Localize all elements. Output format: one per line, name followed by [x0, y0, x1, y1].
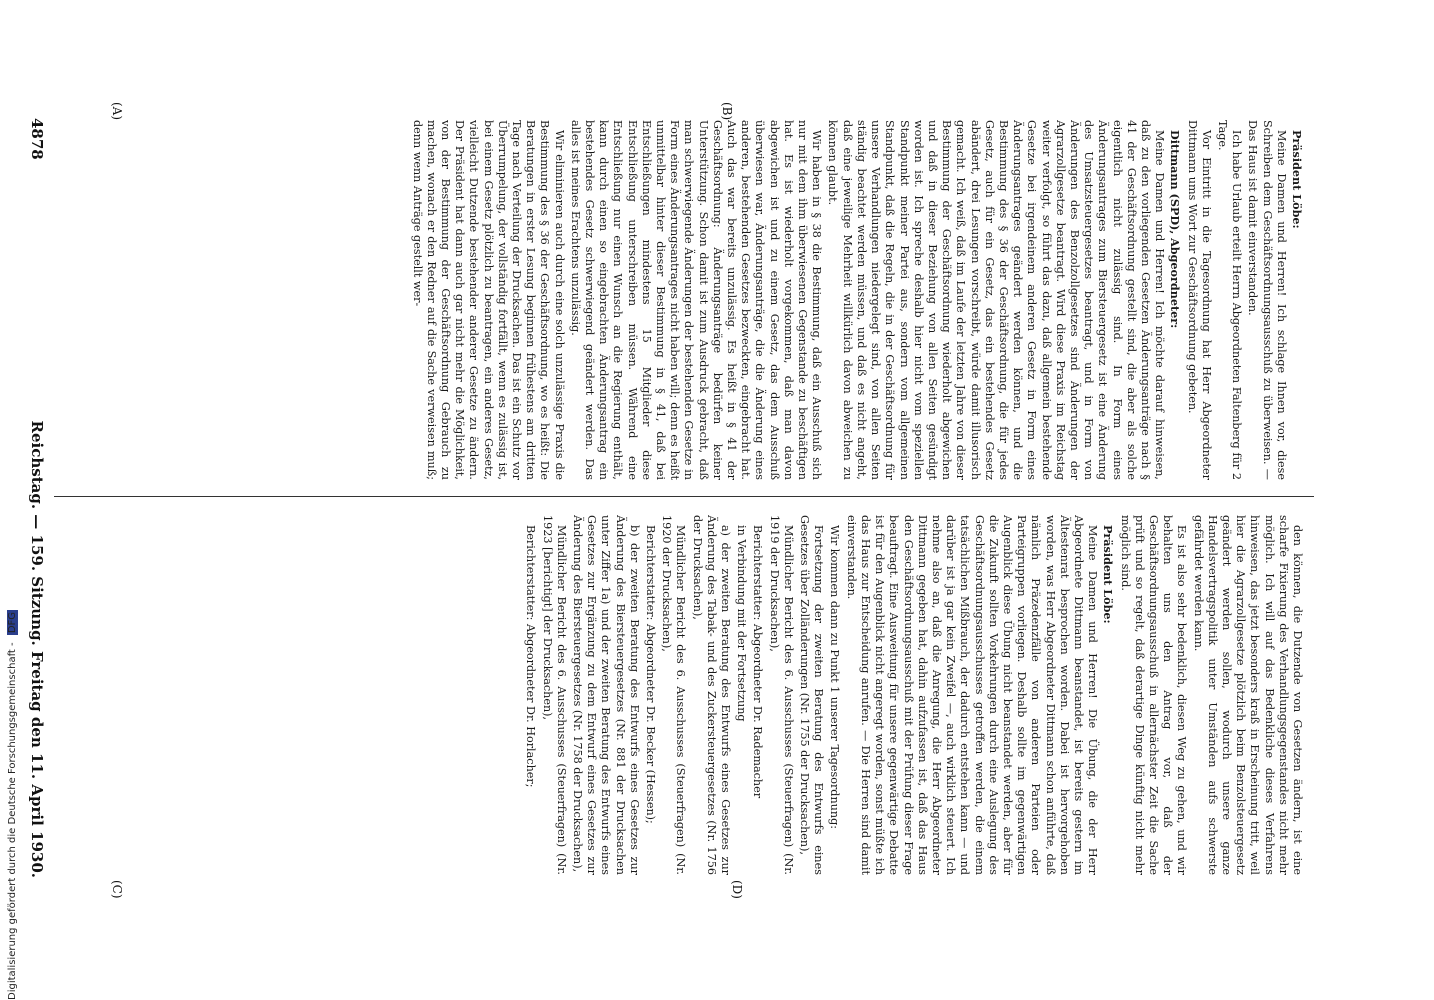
paragraph: Es ist also sehr bedenklich, diesen Weg zu gehen, und wir behalten uns den Antrag vor, daß der Geschäftsordnungsausschuß in allernächster Zeit die Sache prüft und so regelt, daß derartige Dinge künftig nicht mehr möglich sind.: [1118, 515, 1189, 875]
speaker-label: Präsident Löbe:: [1101, 525, 1116, 624]
speaker-label: Dittmann (SPD), Abgeordneter:: [1168, 130, 1183, 329]
paragraph: in Verbindung mit der Fortsetzung: [735, 525, 749, 722]
page-number: 4878: [28, 118, 46, 160]
paragraph: Wir eliminieren auch durch eine solch unzulässige Praxis die Bestimmung des § 36 der Geschäftsordnung, wo es heißt: Die Beratungen in erster Lesung beginnen frühestens am dritten Tage nach Verteilung der Drucksachen. Das ist ein Schutz vor Überrumpelung, der vollständig fortfällt, wenn es zulässig ist, bei einem Gesetz plötzlich zu beantragen, ein anderes Gesetz, vielleicht Dutzende bestehender anderer Gesetze zu ändern. Der Präsident hat dann auch gar nicht mehr die Möglichkeit, von der Bestimmung der Geschäftsordnung Gebrauch zu machen, wonach er den Redner auf die Sache verweisen muß; denn wenn Anträge gestellt wer-: [410, 120, 566, 480]
list-item: a) der zweiten Beratung des Entwurfs eines Gesetzes zur Änderung des Tabak- und des Zuckersteuergesetzes (Nr. 1756 der Drucksachen),: [690, 515, 733, 875]
digitization-footer: [4, 600, 18, 1000]
speaker-label: Präsident Löbe:: [1290, 130, 1304, 229]
paragraph: Meine Damen und Herren! Ich schlage Ihnen vor, diese Schreiben dem Geschäftsordnungsausschuß zu überweisen. — Das Haus ist damit einverstanden.: [1246, 120, 1288, 480]
list-item: Berichterstatter: Abgeordneter Dr. Horlacher;: [524, 525, 538, 788]
margin-marker-a: (A): [110, 102, 124, 121]
paragraph: Ich habe Urlaub erteilt Herrn Abgeordneten Faltenberg für 2 Tage.: [1215, 120, 1244, 480]
list-item: Mündlicher Bericht des 6. Ausschusses (Steuerfragen) (Nr. 1923 [berichtigt] der Drucksachen),: [540, 515, 568, 875]
paragraph: Meine Damen und Herren! Die Übung, die der Herr Abgeordnete Dittmann beanstandet, ist bereits gestern im Ältestenrat besprochen worden. Dabei ist hervorgehoben worden, was Herr Abgeordneter Dittmann schon anführte, daß nämlich Präzedenzfälle von anderen Parteien oder Parteigruppen vorliegen. Deshalb sollte im gegenwärtigen Augenblick diese Übung nicht beanstandet werden, aber für die Zukunft sollten Vorkehrungen durch eine Auslegung des Geschäftsordnungsausschusses getroffen werden, die einem tatsächlichen Mißbrauch, der dadurch entstehen kann — und darüber ist ja gar kein Zweifel —, auch wirklich steuert. Ich nehme also an, daß die Anregung, die Herr Abgeordneter Dittmann gegeben hat, dahin aufzufassen ist, daß das Haus den Geschäftsordnungsausschuß mit der Prüfung dieser Frage beauftragt. Eine Ausweitung für unsere gegenwärtige Debatte ist für den Augenblick nicht angeregt worden, sonst müßte ich das Haus zur Entscheidung anrufen. — Die Herren sind damit einverstanden.: [844, 515, 1100, 875]
list-item: Berichterstatter: Abgeordneter Dr. Becker (Hessen);: [644, 525, 658, 824]
footer-text: Digitalisierung gefördert durch die Deutsche Forschungsgemeinschaft -: [7, 642, 18, 1000]
paragraph: Mündlicher Bericht des 6. Ausschusses (Steuerfragen) (Nr. 1919 der Drucksachen),: [767, 515, 795, 875]
paragraph: den können, die Dutzende von Gesetzen ändern, ist eine scharfe Fixierung des Verhandlungsgegenstandes nicht mehr möglich. Ich will auf das Bedenkliche dieses Verfahrens hinweisen, das jetzt besonders kraß in Erscheinung tritt, weil hier die Agrarzollgesetze plötzlich beim Benzolsteuergesetz geändert werden sollen, wodurch unsere ganze Handelsvertragspolitik unter Umständen aufs schwerste gefährdet werden kann.: [1191, 515, 1304, 875]
paragraph: Wir haben in § 38 die Bestimmung, daß ein Ausschuß sich nur mit dem ihm überwiesenen Gegenstande zu beschäftigen hat. Es ist wiederholt vorgekommen, daß man davon abgewichen ist und zu einem Gesetz, das dem Ausschuß überwiesen war, Änderungsanträge, die die Änderung eines anderen, bestehenden Gesetzes bezweckten, eingebracht hat. Auch das war bereits unzulässig. Es heißt in § 41 der Geschäftsordnung: Änderungsanträge bedürfen keiner Unterstützung. Schon damit ist zum Ausdruck gebracht, daß man schwerwiegende Änderungen der bestehenden Gesetze in Form eines Änderungsantrages nicht haben will; denn es heißt unmittelbar hinter dieser Bestimmung in § 41, daß bei Entschließungen mindestens 15 Mitglieder diese Entschließung unterschreiben müssen. Während eine Entschließung nur einen Wunsch an die Regierung enthält, kann durch einen so eingebrachten Änderungsantrag ein bestehendes Gesetz schwerwiegend geändert werden. Das alles ist meines Erachtens unzulässig.: [568, 120, 824, 480]
list-item: b) der zweiten Beratung des Entwurfs eines Gesetzes zur Änderung des Biersteuergesetzes (Nr. 881 der Drucksachen unter Ziffer 1a) und der zweiten Beratung des Entwurfs eines Gesetzes zur Ergänzung zu dem Entwurf eines Gesetzes zur Änderung des Biersteuergesetzes (Nr. 1758 der Drucksachen),: [571, 515, 641, 875]
left-column: [407, 120, 1304, 480]
margin-marker-c: (C): [110, 880, 124, 899]
column-divider: [54, 496, 1314, 497]
dfg-logo: DFG: [7, 611, 18, 634]
list-item: Mündlicher Bericht des 6. Ausschusses (Steuerfragen) (Nr. 1920 der Drucksachen),: [660, 515, 688, 875]
margin-marker-d: (D): [730, 880, 744, 899]
paragraph: Wir kommen dann zu Punkt 1 unserer Tagesordnung:: [828, 525, 842, 830]
page-header: [18, 118, 46, 878]
paragraph: Berichterstatter: Abgeordneter Dr. Rademacher: [751, 525, 765, 799]
paragraph: Vor Eintritt in die Tagesordnung hat Herr Abgeordneter Dittmann ums Wort zur Geschäftsordnung gebeten.: [1185, 120, 1213, 480]
margin-marker-b: (B): [720, 102, 734, 121]
right-column: [521, 515, 1304, 875]
paragraph: Meine Damen und Herren! Ich möchte darauf hinweisen, daß zu den vorliegenden Gesetzen Änderungsanträge nach § 41 der Geschäftsordnung gestellt sind, die aber als solche eigentlich nicht zulässig sind. In Form eines Änderungsantrages zum Biersteuergesetz ist eine Änderung des Umsatzsteuergesetzes beantragt, und in Form von Änderungen des Benzolzollgesetzes sind Änderungen der Agrarzollgesetze beantragt. Wird diese Praxis im Reichstag weiter verfolgt, so führt das dazu, daß allgemein bestehende Gesetze bei irgendeinem anderen Gesetz in Form eines Änderungsantrages geändert werden können, und die Bestimmung des § 36 der Geschäftsordnung, die für jedes Gesetz, auch für ein Gesetz, das ein bestehendes Gesetz abändert, drei Lesungen vorschreibt, würde damit illusorisch gemacht. Ich weiß, daß im Laufe der letzten Jahre von dieser Bestimmung der Geschäftsordnung wiederholt abgewichen und daß in dieser Beziehung von allen Seiten gesündigt worden ist. Ich spreche deshalb hier nicht vom speziellen Standpunkt meiner Partei aus, sondern vom allgemeinen Standpunkt, daß die Regeln, die in der Geschäftsordnung für unsere Verhandlungen niedergelegt sind, von allen Seiten ständig beachtet werden müssen, und daß es nicht angeht, daß eine jeweilige Mehrheit willkürlich davon abweichen zu können glaubt.: [826, 120, 1167, 480]
page-title: Reichstag. — 159. Sitzung. Freitag den 11. April 1930.: [28, 420, 46, 878]
paragraph: Fortsetzung der zweiten Beratung des Entwurfs eines Gesetzes über Zolländerungen (Nr. 1755 der Drucksachen),: [798, 515, 826, 875]
